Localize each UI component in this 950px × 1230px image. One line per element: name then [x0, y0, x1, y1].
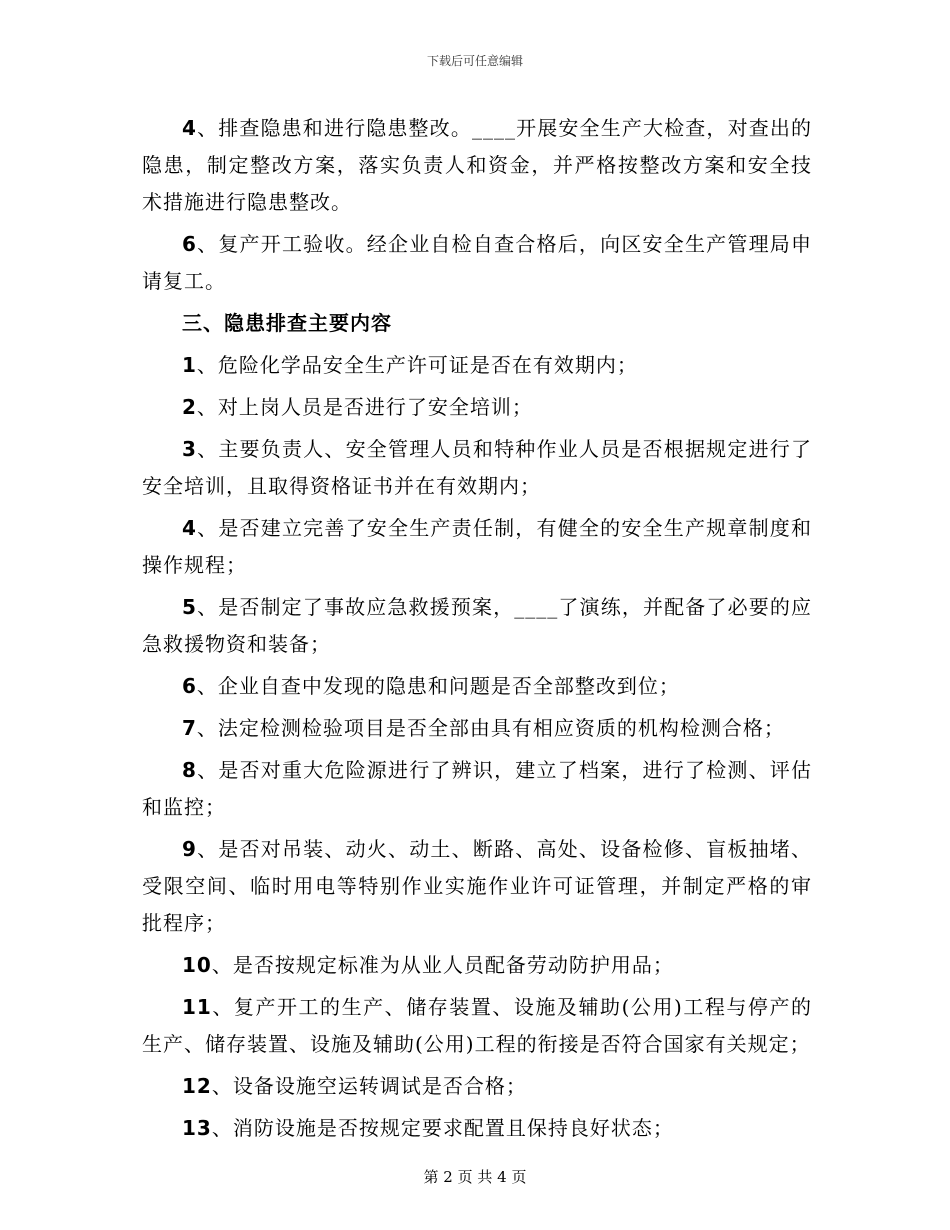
- item-number: 13: [182, 1116, 212, 1140]
- list-item: [142, 831, 812, 942]
- item-text: 、企业自查中发现的隐患和问题是否全部整改到位；: [196, 674, 680, 698]
- item-text: 、危险化学品安全生产许可证是否在有效期内；: [196, 353, 638, 377]
- list-item: [142, 947, 812, 984]
- item-text: 、主要负责人、安全管理人员和特种作业人员是否根据规定进行了安全培训，且取得资格证书并在有效期内；: [142, 437, 812, 498]
- item-number: 8: [182, 758, 197, 782]
- item-number: 2: [182, 395, 197, 419]
- paragraph-hazard-rectification: [142, 110, 812, 221]
- paragraph-text: 、排查隐患和进行隐患整改。____开展安全生产大检查，对查出的隐患，制定整改方案，落实负责人和资金，并严格按整改方案和安全技术措施进行隐患整改。: [142, 116, 812, 214]
- item-text: 、是否建立完善了安全生产责任制，有健全的安全生产规章制度和操作规程；: [142, 516, 812, 577]
- item-number: 10: [182, 953, 212, 977]
- page-header: 下载后可任意编辑: [426, 54, 523, 68]
- item-number: 11: [182, 995, 212, 1019]
- list-item: [142, 389, 812, 426]
- list-item: [142, 589, 812, 663]
- list-item: [142, 431, 812, 505]
- item-number: 4: [182, 516, 197, 540]
- paragraph-number: 4: [182, 116, 197, 140]
- item-text: 、是否制定了事故应急救援预案，____了演练，并配备了必要的应急救援物资和装备；: [142, 595, 812, 656]
- item-text: 、对上岗人员是否进行了安全培训；: [196, 395, 533, 419]
- paragraph-number: 6: [182, 232, 197, 256]
- item-text: 、法定检测检验项目是否全部由具有相应资质的机构检测合格；: [196, 716, 785, 740]
- list-item: [142, 347, 812, 384]
- list-item: [142, 668, 812, 705]
- item-number: 5: [182, 595, 197, 619]
- list-item: [142, 1110, 812, 1147]
- item-text: 、设备设施空运转调试是否合格；: [211, 1074, 527, 1098]
- list-item: [142, 510, 812, 584]
- list-item: [142, 1068, 812, 1105]
- item-text: 、是否对重大危险源进行了辨识，建立了档案，进行了检测、评估和监控；: [142, 758, 812, 819]
- document-body: [142, 110, 812, 1152]
- item-number: 6: [182, 674, 197, 698]
- page-number-footer: 第 2 页 共 4 页: [423, 1168, 527, 1186]
- item-text: 、是否对吊装、动火、动土、断路、高处、设备检修、盲板抽堵、受限空间、临时用电等特别作业实施作业许可证管理，并制定严格的审批程序；: [142, 837, 812, 935]
- list-item: [142, 752, 812, 826]
- section-heading: 三、隐患排查主要内容: [182, 311, 392, 335]
- item-number: 12: [182, 1074, 212, 1098]
- item-number: 7: [182, 716, 197, 740]
- list-item: [142, 710, 812, 747]
- list-item: [142, 989, 812, 1063]
- item-text: 、是否按规定标准为从业人员配备劳动防护用品；: [211, 953, 674, 977]
- item-number: 1: [182, 353, 197, 377]
- item-number: 9: [182, 837, 197, 861]
- item-text: 、复产开工的生产、储存装置、设施及辅助(公用)工程与停产的生产、储存装置、设施及辅助(公用)工程的衔接是否符合国家有关规定；: [142, 995, 812, 1056]
- paragraph-resumption-acceptance: [142, 226, 812, 300]
- paragraph-text: 、复产开工验收。经企业自检自查合格后，向区安全生产管理局申请复工。: [142, 232, 812, 293]
- item-number: 3: [182, 437, 197, 461]
- item-text: 、消防设施是否按规定要求配置且保持良好状态；: [211, 1116, 674, 1140]
